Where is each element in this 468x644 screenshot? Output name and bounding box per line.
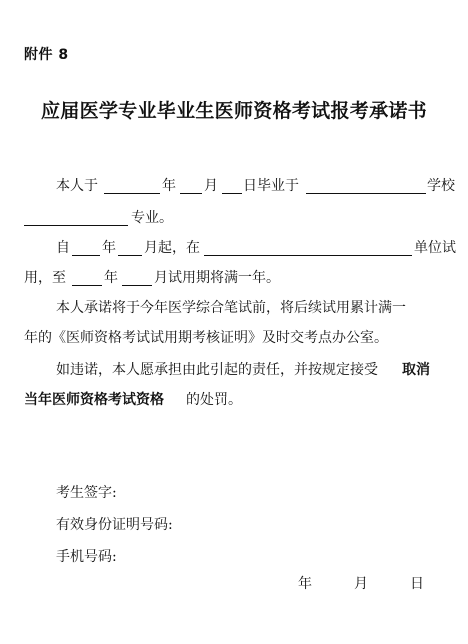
para1-school: 学校 [427,178,455,194]
id-number-label: 有效身份证明号码: [56,517,173,533]
blank-major[interactable] [24,211,128,226]
blank-trial-start-year[interactable] [72,241,100,256]
blank-graduation-day[interactable] [222,179,242,194]
para2-month-from: 月起，在 [144,240,200,256]
blank-school-name[interactable] [306,179,426,194]
para4-line1-bold: 取消 [402,362,430,378]
para1-day-graduated: 日毕业于 [243,178,299,194]
document-title: 应届医学专业毕业生医师资格考试报考承诺书 [40,100,427,122]
blank-graduation-month[interactable] [180,179,202,194]
date-month: 月 [354,576,368,592]
date-day: 日 [410,576,424,592]
para1-year: 年 [162,178,176,194]
para2-month-end: 月试用期将满一年。 [154,270,280,286]
blank-graduation-year[interactable] [104,179,160,194]
blank-trial-end-year[interactable] [72,271,102,286]
para2-from: 自 [56,240,70,256]
blank-trial-unit[interactable] [204,241,412,256]
blank-trial-end-month[interactable] [122,271,152,286]
phone-number-label: 手机号码: [56,549,117,565]
para2-year: 年 [102,240,116,256]
para2-use-until: 用，至 [24,270,66,286]
para4-line1-normal: 如违诺，本人愿承担由此引起的责任，并按规定接受 [56,362,378,378]
date-year: 年 [298,576,312,592]
para3-line2-text: 年的《医师资格考试试用期考核证明》及时交考点办公室。 [24,330,388,346]
para1-prefix: 本人于 [56,178,98,194]
para4-line2-normal: 的处罚。 [186,392,242,408]
blank-trial-start-month[interactable] [118,241,142,256]
para2-year2: 年 [104,270,118,286]
para2-unit-trial: 单位试 [414,240,456,256]
candidate-signature-label: 考生签字: [56,485,117,501]
para3-line1-text: 本人承诺将于今年医学综合笔试前，将后续试用累计满一 [56,300,406,316]
attachment-label: 附件 8 [24,47,69,63]
para1-month: 月 [204,178,218,194]
para4-line2-bold: 当年医师资格考试资格 [24,392,164,408]
para1-major: 专业。 [131,210,173,226]
